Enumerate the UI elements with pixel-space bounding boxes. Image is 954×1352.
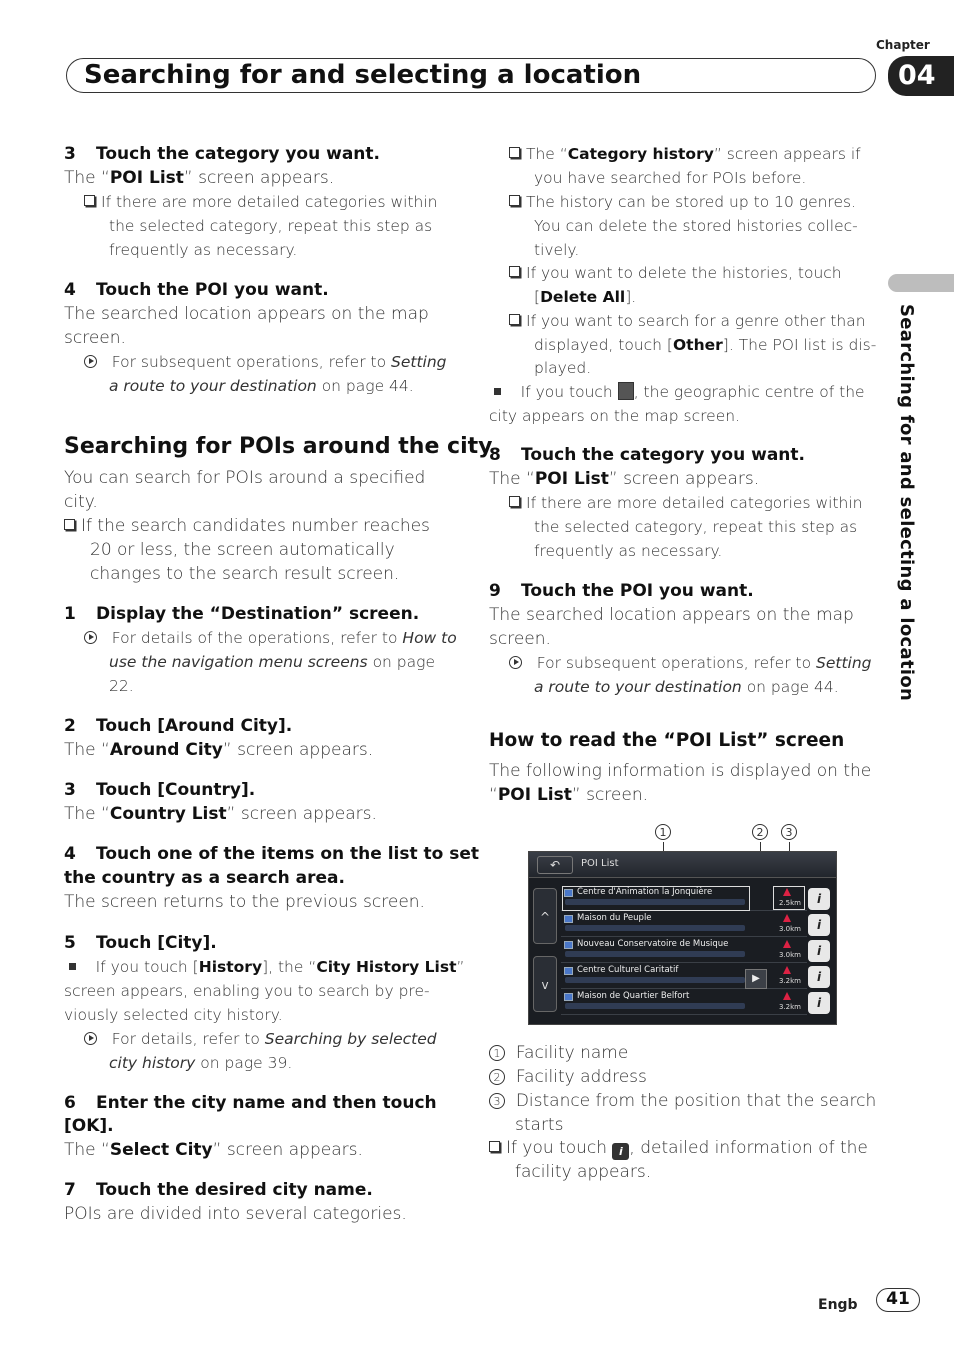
reference: For subsequent operations, refer to Setting	[509, 651, 872, 675]
chapter-label: Chapter	[876, 38, 930, 52]
step-body: The “POI List” screen appears.	[489, 469, 760, 489]
step-body: The screen returns to the previous screen.	[64, 892, 425, 912]
facility-address	[565, 977, 745, 983]
reference: For details, refer to Searching by selected	[84, 1027, 437, 1051]
page-title: Searching for and selecting a location	[84, 60, 642, 90]
note-line: tively.	[534, 241, 580, 259]
scroll-down-button[interactable]: v	[533, 956, 557, 1012]
step-heading: [OK].	[64, 1116, 114, 1136]
bullet: If you touch [History], the “City History List”	[64, 955, 465, 979]
page-number: 41	[886, 1289, 910, 1309]
step-heading: 8 Touch the category you want.	[489, 445, 805, 465]
bullet: If you touch , the geographic centre of the	[489, 380, 865, 404]
step-heading: 3 Touch the category you want.	[64, 144, 380, 164]
step-body: screen.	[64, 328, 126, 348]
facility-address	[565, 951, 745, 957]
bullet-line: screen appears, enabling you to search by pre-	[64, 982, 430, 1000]
note-line: the selected category, repeat this step as	[534, 518, 858, 536]
reference: For details of the operations, refer to How to	[84, 626, 457, 650]
arrow-icon	[509, 656, 522, 669]
note: If you touch i , detailed information of the	[489, 1136, 868, 1160]
note-line: [Delete All].	[534, 288, 637, 306]
list-item[interactable]	[561, 990, 807, 1015]
note-line: changes to the search result screen.	[90, 564, 400, 584]
legend-item-line: starts	[515, 1115, 564, 1135]
note: The “Category history” screen appears if	[509, 142, 861, 166]
reference: For subsequent operations, refer to Setting	[84, 350, 447, 374]
highlight-box	[773, 886, 805, 910]
note: If you want to delete the histories, touch	[509, 261, 842, 285]
reference-line: 22.	[109, 677, 134, 695]
note: The history can be stored up to 10 genres.	[509, 190, 856, 214]
note-line: played.	[534, 359, 592, 377]
step-body: The searched location appears on the map	[489, 605, 854, 625]
step-heading: the country as a search area.	[64, 868, 345, 888]
facility-name: Maison de Quartier Belfort	[577, 991, 690, 1001]
info-button[interactable]: i	[808, 940, 830, 962]
step-heading: 7 Touch the desired city name.	[64, 1180, 373, 1200]
reference-line: city history on page 39.	[109, 1054, 293, 1072]
bullet-line: viously selected city history.	[64, 1006, 283, 1024]
poi-icon	[564, 993, 573, 1001]
info-button[interactable]: i	[808, 888, 830, 910]
info-button[interactable]: i	[808, 914, 830, 936]
step-heading: 9 Touch the POI you want.	[489, 581, 754, 601]
facility-name: Centre Culturel Caritatif	[577, 965, 679, 975]
subsection-body: “POI List” screen.	[489, 785, 649, 805]
distance: 3.0km	[779, 951, 802, 959]
reference-line: a route to your destination on page 44.	[109, 377, 414, 395]
city-centre-icon	[618, 382, 634, 400]
callout-1: 1	[655, 824, 671, 840]
note-line: the selected category, repeat this step as	[109, 217, 433, 235]
step-body: The searched location appears on the map	[64, 304, 429, 324]
note: If you want to search for a genre other than	[509, 309, 866, 333]
facility-address	[565, 925, 745, 931]
reference-line: use the navigation menu screens on page	[109, 653, 435, 671]
subsection-title: How to read the “POI List” screen	[489, 730, 845, 751]
callout-3: 3	[781, 824, 797, 840]
arrow-icon	[84, 355, 97, 368]
poi-icon	[564, 941, 573, 949]
highlight-box	[562, 886, 750, 911]
step-body: screen.	[489, 629, 551, 649]
arrow-icon	[84, 1032, 97, 1045]
note: If there are more detailed categories within	[509, 491, 862, 515]
step-body: The “Around City” screen appears.	[64, 740, 374, 760]
back-button[interactable]: ↶	[537, 856, 573, 874]
note-line: facility appears.	[515, 1162, 652, 1182]
direction-icon	[783, 992, 791, 1000]
note-line: 20 or less, the screen automatically	[90, 540, 395, 560]
step-body: POIs are divided into several categories.	[64, 1204, 407, 1224]
note-line: frequently as necessary.	[534, 542, 723, 560]
step-heading: 6 Enter the city name and then touch	[64, 1093, 437, 1113]
facility-name: Nouveau Conservatoire de Musique	[577, 939, 729, 949]
step-body: The “Country List” screen appears.	[64, 804, 377, 824]
distance: 3.0km	[779, 925, 802, 933]
callout-2: 2	[752, 824, 768, 840]
subsection-body: The following information is displayed on the	[489, 761, 872, 781]
step-heading: 2 Touch [Around City].	[64, 716, 293, 736]
info-icon: i	[612, 1143, 629, 1160]
scroll-up-button[interactable]: ^	[533, 888, 557, 944]
poi-list-screenshot	[528, 851, 837, 1025]
screen-header	[529, 852, 837, 878]
intro-text: city.	[64, 492, 98, 512]
note-line: displayed, touch [Other]. The POI list is dis-	[534, 336, 877, 354]
poi-icon	[564, 915, 573, 923]
legend-item: 2 Facility address	[489, 1065, 647, 1089]
facility-address	[565, 1003, 745, 1009]
distance: 3.2km	[779, 977, 802, 985]
note-line: frequently as necessary.	[109, 241, 298, 259]
step-body: The “POI List” screen appears.	[64, 168, 335, 188]
play-button[interactable]: ▶	[745, 969, 767, 989]
bullet-line: city appears on the map screen.	[489, 407, 741, 425]
chapter-number: 04	[898, 60, 936, 91]
section-title: Searching for POIs around the city	[64, 434, 493, 459]
list-item[interactable]	[561, 938, 807, 963]
facility-name: Centre d'Animation la Jonquière	[577, 887, 713, 897]
note-line: you have searched for POIs before.	[534, 169, 807, 187]
legend-item: 3 Distance from the position that the search	[489, 1089, 876, 1113]
reference-line: a route to your destination on page 44.	[534, 678, 839, 696]
language-code: Engb	[818, 1297, 858, 1313]
step-heading: 3 Touch [Country].	[64, 780, 256, 800]
side-tab-text: Searching for and selecting a location	[896, 304, 917, 702]
step-heading: 4 Touch one of the items on the list to set	[64, 844, 480, 864]
list-item[interactable]	[561, 912, 807, 937]
distance: 2.5km	[779, 899, 802, 907]
note: If there are more detailed categories within	[84, 190, 437, 214]
step-heading: 5 Touch [City].	[64, 933, 217, 953]
step-heading: 1 Display the “Destination” screen.	[64, 604, 420, 624]
direction-icon	[783, 966, 791, 974]
screen-title: POI List	[581, 858, 619, 869]
note-line: You can delete the stored histories collec-	[534, 217, 858, 235]
arrow-icon	[84, 631, 97, 644]
side-tab-marker	[888, 274, 954, 292]
legend-item: 1 Facility name	[489, 1041, 628, 1065]
list-item[interactable]	[561, 964, 807, 989]
intro-text: You can search for POIs around a specified	[64, 468, 426, 488]
step-heading: 4 Touch the POI you want.	[64, 280, 329, 300]
direction-icon	[783, 940, 791, 948]
note: If the search candidates number reaches	[64, 514, 430, 538]
distance: 3.2km	[779, 1003, 802, 1011]
info-button[interactable]: i	[808, 966, 830, 988]
facility-name: Maison du Peuple	[577, 913, 652, 923]
step-body: The “Select City” screen appears.	[64, 1140, 363, 1160]
info-button[interactable]: i	[808, 992, 830, 1014]
poi-icon	[564, 967, 573, 975]
direction-icon	[783, 914, 791, 922]
